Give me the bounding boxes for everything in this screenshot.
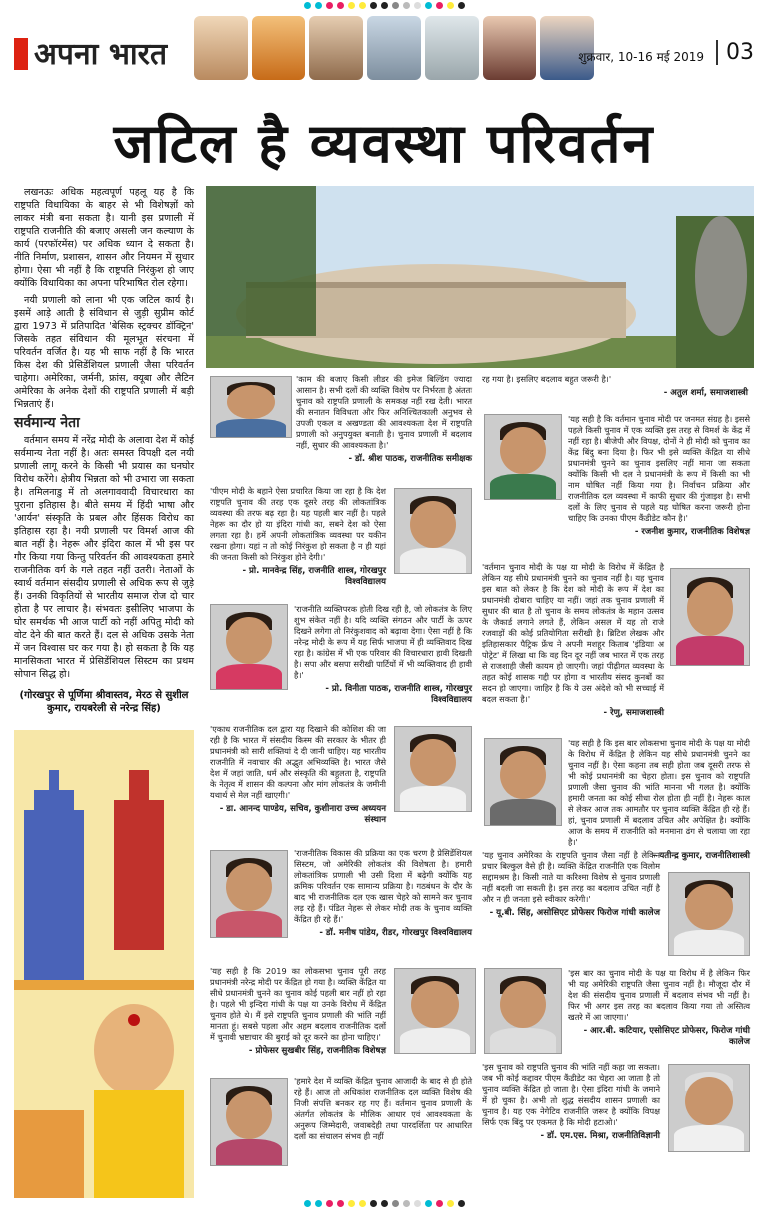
quote-author: - रेणु, समाजशास्त्री bbox=[603, 708, 664, 718]
quote-author: - डॉ. एम.एस. मिश्रा, राजनीतिविज्ञानी bbox=[540, 1131, 660, 1141]
quote-author: - प्रो. विनीता पाठक, राजनीति शास्त्र, गोरखपुर विश्वविद्यालय bbox=[325, 684, 472, 705]
quote-text: 'राजनीतिक विकास की प्रक्रिया का एक चरण है प्रेसिडेंशियल सिस्टम, जो अमेरिकी लोकतंत्र की विशेषता है। हमारी लोकतांत्रिक प्रणाली भी उसी दिशा में बढ़ेगी क्योंकि यह क्रमिक परिवर्तन एक सामान्य प्रक्रिया है। गठबंधन के दौर के बाद भी राजनीतिक दल एक खास चेहरे को सामने कर चुनाव लड़ रहे हैं। पंडित नेहरू से लेकर मोदी तक के चुनाव व्यक्ति केंद्रित ही रहे हैं।' bbox=[294, 848, 472, 924]
page-number: 03 bbox=[716, 40, 754, 65]
headline: जटिल है व्यवस्था परिवर्तन bbox=[113, 111, 655, 175]
registration-dots-top bbox=[0, 2, 768, 12]
quote-block bbox=[482, 850, 660, 919]
brand-title: अपना भारत bbox=[14, 32, 167, 73]
article-paragraph: नयी प्रणाली को लाना भी एक जटिल कार्य है। इसमें आड़े आती है संविधान से जुड़ी सुप्रीम कोर्ट द्वारा 1973 में प्रतिपादित 'बेसिक स्ट्रक्चर डॉक्ट्रिन' जिसके तहत संविधान की मूलभूत संरचना में परिवर्तन वर्जित है। यह भी साफ नहीं है कि भारत किस देश की प्रेसिडेंशियल प्रणाली जैसा परिवर्तन चाहेगा। अमेरिका, जर्मनी, फ्रांस, क्यूबा और लैटिन अमेरिका के अनेक देशों की राष्ट्रपति प्रणाली में बड़ी भिन्नताएं हैं। bbox=[14, 295, 194, 410]
quote-text: 'काम की बजाए किसी लीडर की इमेज बिल्डिंग ज्यादा आसान है। सभी दलों की व्यक्ति विशेष पर निर्भरता है अंततः चुनाव को राष्ट्रपति प्रणाली के समकक्ष नहीं रख देती। भारत की सनातन विविधता और फिर अनिश्चितकाली अनुभव से उपजी एकल व अखण्डता की आवश्यकता देश में राष्ट्रपति प्रणाली को अनुपयुक्त बनाती है। चुनाव प्रणाली में बदलाव नहीं, सुधार की आवश्यकता है।' bbox=[296, 374, 472, 450]
quote-author: - आर.बी. कटियार, एसोसिएट प्रोफेसर, फिरोज गांधी कालेज bbox=[583, 1026, 750, 1047]
quote-text: 'इस बार का चुनाव मोदी के पक्ष या विरोध में है लेकिन फिर भी यह अमेरिकी राष्ट्रपति जैसा चुनाव नहीं है। मौजूदा दौर में देश की संसदीय चुनाव प्रणाली में बदलाव संभव भी नहीं है। फिर भी अगर इस तरह का बदलाव किया गया तो अस्तित्व खतरे में आ जाएगा।' bbox=[568, 968, 750, 1022]
quote-author: - डॉ. मनीष पांडेय, रीडर, गोरखपुर विश्वविद्यालय bbox=[319, 928, 472, 938]
quote-text: रह गया है। इसलिए बदलाव बहुत जरूरी है।' bbox=[482, 374, 612, 384]
quote-author: - डा. आनन्द पाण्डेय, सचिव, कुशीनारा उच्च अध्ययन संस्थान bbox=[219, 804, 386, 825]
issue-date: शुक्रवार, 10-16 मई 2019 bbox=[578, 50, 704, 64]
quote-text: 'यह सही है कि 2019 का लोकसभा चुनाव पूरी तरह प्रधानमंत्री नरेन्द्र मोदी पर केंद्रित हो गया है। व्यक्ति केंद्रित या सीधे प्रधानमंत्री चुनने का चुनाव कोई पहली बार नहीं हो रहा है। पहले भी इन्दिरा गांधी के पक्ष या उनके विरोध में केंद्रित चुनाव होते थे। मैं इसे राष्ट्रपति चुनाव प्रणाली की भांति नहीं मानता हूं। सबसे पहला और अहम बदलाव राजनीतिक दलों में चुनावी भ्रष्टाचार की बुराई को दूर करने का होना चाहिए।' bbox=[210, 966, 387, 1042]
portrait-photo bbox=[210, 376, 292, 438]
quote-block bbox=[210, 724, 386, 826]
quote-text: 'हमारे देश में व्यक्ति केंद्रित चुनाव आजादी के बाद से ही होते रहे हैं। आज तो अधिकांश राजनीतिक दल व्यक्ति विशेष की निजी संपत्ति बनकर रह गए हैं। वर्तमान चुनाव प्रणाली के अंतर्गत लोकतंत्र के मौलिक आधार एवं आवश्यकता के अनुरूप जिम्मेदारी, जवाबदेही तथा पारदर्शिता पर आधारित दलों का संचालन संभव ही नहीं bbox=[294, 1076, 472, 1141]
article-paragraph: लखनऊः अधिक महत्वपूर्ण पहलू यह है कि राष्ट्रपति विधायिका के बाहर से भी विशेषज्ञों को लाकर मंत्री बना सकता है। यानी इस प्रणाली में राष्ट्रपति राजनीति की बजाए असली जन कल्याण के कार्य (परफॉरमेंस) पर अधिक ध्यान दे सकता है। नीति निर्माण, प्रशासन, शासन और नियमन में सुधार होगा। ऐसा भी नहीं है कि राष्ट्रपति निरंकुश हो जाए क्योंकि विधायिका का अपना परिभाषित रोल रहेगा। bbox=[14, 187, 194, 289]
portrait-photo bbox=[394, 968, 476, 1054]
portrait-photo bbox=[210, 1078, 288, 1166]
quote-block bbox=[568, 968, 750, 1048]
quote-author: - अतुल शर्मा, समाजशास्त्री bbox=[663, 388, 748, 398]
portrait-photo bbox=[210, 850, 288, 938]
article-column bbox=[14, 186, 194, 715]
quote-block bbox=[294, 1076, 472, 1142]
quote-author: - डॉ. श्रीश पाठक, राजनीतिक समीक्षक bbox=[348, 454, 472, 464]
expert-quotes-section bbox=[206, 372, 754, 1202]
portrait-photo bbox=[394, 726, 472, 812]
portrait-photo bbox=[484, 414, 562, 500]
portrait-photo bbox=[484, 738, 562, 826]
portrait-photo bbox=[670, 568, 750, 666]
cartoon-illustration bbox=[14, 730, 194, 1198]
quote-text: 'यह चुनाव अमेरिका के राष्ट्रपति चुनाव जैसा नहीं है लेकिन प्रचार बिल्कुल वैसे ही है। व्यक्ति केंद्रित राजनीति एक विलोम सद्दामश्रम है। किसी नाते या करिश्मा विशेष से चुनाव प्रणाली नहीं बदली जा सकती है। इस तरह का बदलाव उचित नहीं है और न ही जनता इसे स्वीकार करेगी।' bbox=[482, 850, 660, 904]
quote-block bbox=[294, 848, 472, 939]
portrait-photo bbox=[484, 968, 562, 1054]
article-subhead: सर्वमान्य नेता bbox=[14, 415, 80, 431]
quote-text: 'इस चुनाव को राष्ट्रपति चुनाव की भांति नहीं कहा जा सकता। जब भी कोई कद्दावर पीएम कैंडीडेट का चेहरा आ जाता है तो चुनाव व्यक्ति केंद्रित हो जाता है। ऐसा इंदिरा गांधी के जमाने में हो चुका है। अभी तो शुद्ध संसदीय शासन प्रणाली का चुनाव है। यह एक नेगेटिव राजनीति जरूर है क्योंकि विपक्ष सिर्फ एक बिंदु पर एकमत है कि मोदी हटाओ।' bbox=[482, 1062, 660, 1127]
quote-block bbox=[294, 604, 472, 706]
portrait-photo bbox=[668, 1064, 750, 1152]
quote-author: - प्रोफेसर सुखबीर सिंह, राजनीतिक विशेषज्ञ bbox=[248, 1046, 386, 1056]
masthead bbox=[14, 14, 754, 86]
quote-author: - यतीन्द्र कुमार, राजनीतिशास्त्री bbox=[652, 851, 750, 861]
quote-block bbox=[482, 1062, 660, 1142]
quote-block bbox=[482, 374, 748, 399]
leader-photo-strip bbox=[194, 16, 594, 80]
portrait-photo bbox=[668, 872, 750, 956]
quote-text: 'राजनीति व्यक्तिपरक होती दिख रही है, जो लोकतंत्र के लिए शुभ संकेत नहीं है। यदि व्यक्ति संगठन और पार्टी के ऊपर दिखने लगेगा तो निरंकुशवाद को बढ़ावा देगा। ऐसा नहीं है कि नरेन्द्र मोदी के रूप में यह सिर्फ भाजपा में ही व्यक्तिवाद दिख रहा है। कांग्रेस में भी एक परिवार की विचारधारा हावी दिखती है। सपा और बसपा सरीखी पार्टियों में भी व्यक्तिवाद ही हावी है।' bbox=[294, 604, 472, 680]
quote-text: 'पीएम मोदी के बहाने ऐसा प्रचारित किया जा रहा है कि देश राष्ट्रपति चुनाव की तरह एक दूसरे तरह की लोकतांत्रिक व्यवस्था की तरफ बढ़ रहा है। यह पहली बार नहीं है। पहले नेहरू का दौर हो या इंदिरा गांधी का, सबने देश को ऐसा लगता रहा है। हमें अपनी लोकतांत्रिक व्यवस्था पर यकीन रखना होगा। यहां न तो कोई निरंकुश हो सकता है न ही यहां की जनता किसी को निरंकुश होने देगी।' bbox=[210, 486, 386, 562]
quote-text: 'यह सही है कि इस बार लोकसभा चुनाव मोदी के पक्ष या मोदी के विरोध में केंद्रित है लेकिन यह सीधे प्रधानमंत्री चुनने का चुनाव नहीं है। ऐसा कहना तब सही होता जब दूसरी तरफ से भी कोई प्रधानमंत्री का चेहरा होता। इस चुनाव को राष्ट्रपति प्रणाली जैसा चुनाव की भांति मानना भी गलत है। क्योंकि हमारी जनता का कोई सीधा रोल होता ही नहीं है। नेहरू काल से लेकर आज तक आमतौर पर चुनाव व्यक्ति केंद्रित ही रहे हैं। हां, चुनाव प्रणाली में बदलाव उचित और अपेक्षित है। क्योंकि आज के समय में राजनीति को मनमाना ढंग से चलाया जा रहा है।' bbox=[568, 738, 750, 847]
parliament-photo bbox=[206, 186, 754, 368]
quote-block bbox=[482, 562, 664, 719]
quote-text: 'एकाध राजनीतिक दल द्वारा यह दिखाने की कोशिश की जा रही है कि भारत में संसदीय किस्म की सरकार के भीतर ही प्रधानमंत्री को सारी शक्तियां दे दी जानी चाहिए। यह भारतीय राजनीति में नवाचार की अद्भुत अभिव्यक्ति है। भारत जैसे देश में जहां जाति, धर्म और संस्कृति की बहुलता है, राष्ट्रपति के नेतृत्व में शासन की कल्पना और मांग लोकतंत्र के जमीनी यथार्थ से मेल नहीं खाएगी।' bbox=[210, 724, 386, 800]
portrait-photo bbox=[210, 604, 288, 690]
quote-block bbox=[210, 486, 386, 588]
portrait-photo bbox=[394, 488, 472, 574]
quote-block bbox=[568, 414, 750, 538]
quote-text: 'यह सही है कि वर्तमान चुनाव मोदी पर जनमत संग्रह है। इससे पहले किसी चुनाव में एक व्यक्ति इस तरह से विमर्श के केंद्र में नहीं रहा है। बीजेपी और विपक्ष, दोनों ने ही मोदी को चुनाव का केंद्र बिंदु बना दिया है। फिर भी इसे व्यक्ति केंद्रित या सीधे प्रधानमंत्री चुनने का चुनाव इसलिए नहीं माना जा सकता क्योंकि किसी भी दल ने प्रधानमंत्री के रूप में किसी का भी नाम घोषित नहीं किया गया है। निर्वाचन प्रक्रिया और राजनीतिक दल व्यवस्था में काफी सुधार की गुंजाइश है। सभी दलों के लिए चुनाव से पहले यह घोषित करना जरूरी होना चाहिए कि उनका पीएम कैंडीडेट कौन है।' bbox=[568, 414, 750, 523]
quote-text: 'वर्तमान चुनाव मोदी के पक्ष या मोदी के विरोध में केंद्रित है लेकिन यह सीधे प्रधानमंत्री चुनने का चुनाव नहीं है। यह चुनाव इस बात को लेकर है कि देश को मोदी के रूप में देश का प्रधानमंत्री दोबारा चाहिए या नहीं। जहां तक चुनाव प्रणाली में सुधार की बात है तो चुनाव के समय लोकतंत्र के महान उत्सव के जैकार्ड लगाने लगते हैं, लेकिन असल में यह तो राजे रजवाड़ों की कोई प्रतियोगिता सरीखी है। ब्रिटिश लेखक और इतिहासकार पैट्रिक फ्रेंच ने अपनी मशहूर किताब 'इंडियाः अ पोट्रेट' में लिखा था कि वह दिन दूर नहीं जब भारत में एक तरह से राजशाही जैसी कायम हो जाएगी। जहां पीढ़ीगत व्यवस्था के तहत कोई शासक गद्दी पर होगा व भारतीय संसद कुनबों का सदन हो जाएगा। जाहिर है कि ये उस अंदेशे को भी सच्चाई में बदल सकता है।' bbox=[482, 562, 664, 704]
quote-author: - रजनीश कुमार, राजनीतिक विशेषज्ञ bbox=[634, 527, 750, 537]
registration-dots-bottom bbox=[0, 1200, 768, 1210]
article-byline: (गोरखपुर से पूर्णिमा श्रीवास्तव, मेरठ से सुशील कुमार, रायबरेली से नरेन्द्र सिंह) bbox=[19, 690, 189, 714]
article-paragraph: वर्तमान समय में नरेंद्र मोदी के अलावा देश में कोई सर्वमान्य नेता नहीं है। अतः समस्त विपक्षी दल नयी प्रणाली लागू करने के किसी भी प्रयास का घनघोर विरोध करेंगे। क्षेत्रीय भिन्नता को भी उभारा जा सकता है। तमिलनाडु में तो अलगाववादी विचारधारा का पुराना इतिहास है। बीते समय में हिंदी भाषा और 'आर्यन' संस्कृति के प्रबल और हिंसक विरोध का इतिहास रहा है। नयी प्रणाली पर विमर्श आज की बात नहीं है। नेहरू और इंदिरा काल में भी इस पर गौर किया गया किन्तु परिवर्तन की आवश्यकता हमारे राजनीतिक वर्ग के गले तहत नहीं उतरी। नेताओं के स्वार्थ वर्तमान संसदीय प्रणाली से अधिक रूप से जुड़े हैं। उनकी विकृतियों से भारतीय समाज रोज दो चार होता है पर लाचार है। संभवतः इसीलिए भाजपा के घोर समर्थक भी आज पार्टी को नहीं अपितु मोदी को वोट देने की बात करते हैं। दल से अधिक उसके नेता में जन विश्वास घर कर गया है। हो सकता है कि यह मानसिकता भारत में प्रेसिडेंशियल सिस्टम का प्रथम सोपान सिद्ध हो। bbox=[14, 435, 194, 680]
quote-block bbox=[210, 966, 386, 1057]
quote-block bbox=[568, 738, 750, 862]
quote-block bbox=[296, 374, 472, 465]
quote-author: - प्रो. मानवेन्द्र सिंह, राजनीति शास्त्र, गोरखपुर विश्वविद्यालय bbox=[242, 566, 386, 587]
quote-author: - यू.बी. सिंह, असोसिएट प्रोफेसर फिरोज गांधी कालेज bbox=[489, 908, 660, 918]
